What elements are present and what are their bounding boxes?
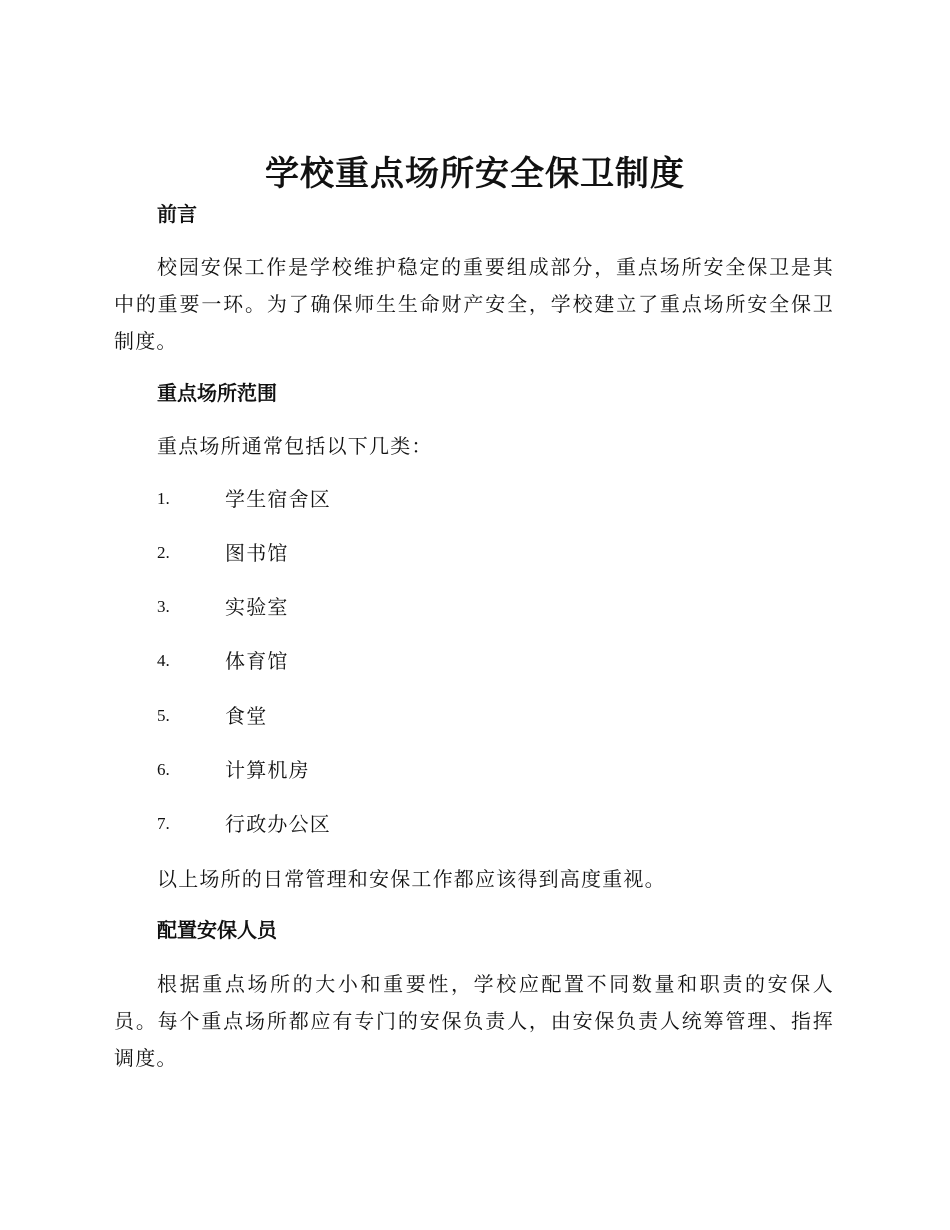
list-number: 3. — [157, 597, 170, 616]
list-item — [157, 646, 657, 676]
list-number: 4. — [157, 651, 170, 670]
list-text: 计算机房 — [225, 758, 310, 782]
list-text: 体育馆 — [225, 649, 289, 673]
list-number: 2. — [157, 543, 170, 562]
section-heading-preface: 前言 — [157, 202, 197, 226]
list-number: 1. — [157, 489, 170, 508]
list-item — [157, 701, 657, 731]
list-text: 行政办公区 — [225, 812, 331, 836]
list-item — [157, 484, 657, 514]
list-item — [157, 538, 657, 568]
list-item — [157, 755, 657, 785]
section-heading-staffing: 配置安保人员 — [157, 918, 277, 942]
staffing-paragraph: 根据重点场所的大小和重要性，学校应配置不同数量和职责的安保人员。每个重点场所都应有专门的安保负责人，由安保负责人统筹管理、指挥调度。 — [114, 972, 834, 1070]
document-title: 学校重点场所安全保卫制度 — [265, 154, 685, 194]
list-number: 6. — [157, 760, 170, 779]
scope-outro: 以上场所的日常管理和安保工作都应该得到高度重视。 — [157, 867, 666, 891]
list-text: 食堂 — [225, 704, 268, 728]
list-number: 5. — [157, 706, 170, 725]
list-number: 7. — [157, 814, 170, 833]
scope-intro: 重点场所通常包括以下几类： — [157, 434, 433, 458]
list-text: 实验室 — [225, 595, 289, 619]
list-item — [157, 592, 657, 622]
preface-paragraph: 校园安保工作是学校维护稳定的重要组成部分，重点场所安全保卫是其中的重要一环。为了确保师生生命财产安全，学校建立了重点场所安全保卫制度。 — [114, 255, 834, 353]
list-text: 图书馆 — [225, 541, 289, 565]
list-item — [157, 809, 657, 839]
list-text: 学生宿舍区 — [225, 487, 331, 511]
section-heading-scope: 重点场所范围 — [157, 381, 277, 405]
